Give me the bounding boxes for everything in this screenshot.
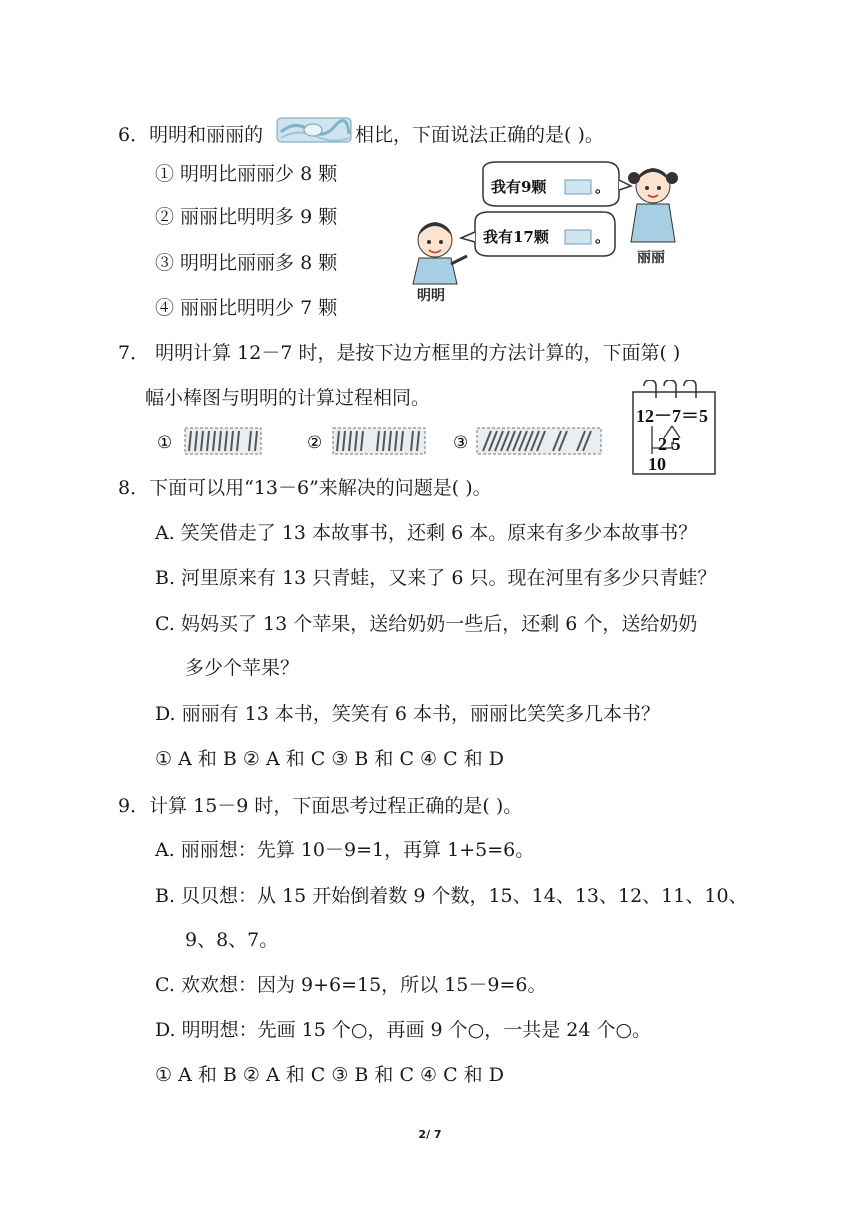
- q8-stem: 8．下面可以用“13－6”来解决的问题是( )。: [118, 477, 492, 499]
- lili-girl-icon: [628, 168, 678, 242]
- q8-option-a: A. 笑笑借走了 13 本故事书，还剩 6 本。原来有多少本故事书？: [155, 522, 698, 544]
- stick-picture-2-label: ②: [307, 433, 323, 453]
- q9-option-a: A. 丽丽想：先算 10－9=1，再算 1+5=6。: [155, 839, 535, 861]
- q9-option-d: D. 明明想：先画 15 个○，再画 9 个○，一共是 24 个○。: [155, 1019, 652, 1041]
- q8-option-c-line1: C. 妈妈买了 13 个苹果，送给奶奶一些后，还剩 6 个，送给奶奶: [155, 613, 698, 635]
- mingming-candy-icon: [565, 230, 591, 244]
- q9-option-b-line1: B. 贝贝想：从 15 开始倒着数 9 个数，15、14、13、12、11、10、: [155, 885, 748, 907]
- candy-icon: [275, 112, 353, 148]
- stick-picture-1: [157, 428, 261, 454]
- q8-option-c-line2: 多少个苹果？: [185, 657, 300, 679]
- lili-speech-text: 我有9颗: [491, 178, 547, 196]
- q6-stem-part1: 6．明明和丽丽的: [118, 124, 264, 146]
- q6-option-2: ② 丽丽比明明多 9 颗: [155, 206, 338, 228]
- mingming-name-label: 明明: [417, 288, 445, 304]
- stick-picture-1-label: ①: [157, 433, 173, 453]
- notepad-ten: 10: [648, 454, 666, 474]
- svg-text:。: 。: [595, 178, 611, 196]
- mingming-speech-text: 我有17颗: [483, 228, 549, 246]
- q6-option-4: ④ 丽丽比明明少 7 颗: [155, 297, 338, 319]
- lili-speech-bubble: [483, 162, 631, 206]
- q9-stem: 9．计算 15－9 时，下面思考过程正确的是( )。: [118, 795, 523, 817]
- stick-picture-2: [307, 428, 425, 454]
- lili-name-label: 丽丽: [637, 250, 665, 266]
- notepad-equation: 12－7＝5: [636, 406, 708, 426]
- notepad-split: 2 5: [658, 434, 681, 454]
- page-number: 2/ 7: [418, 1128, 442, 1141]
- q6-option-1: ① 明明比丽丽少 8 颗: [155, 163, 338, 185]
- q6-option-3: ③ 明明比丽丽多 8 颗: [155, 252, 338, 274]
- q7-stem-line1: 7． 明明计算 12－7 时，是按下边方框里的方法计算的，下面第( ): [118, 342, 681, 364]
- mingming-boy-icon: [413, 222, 467, 284]
- stick-picture-3: [453, 428, 601, 454]
- q8-option-d: D. 丽丽有 13 本书，笑笑有 6 本书，丽丽比笑笑多几本书？: [155, 703, 661, 725]
- lili-candy-icon: [565, 180, 591, 194]
- q9-option-b-line2: 9、8、7。: [185, 929, 279, 951]
- q6-stem-part2: 相比，下面说法正确的是( )。: [355, 124, 604, 146]
- q8-option-b: B. 河里原来有 13 只青蛙，又来了 6 只。现在河里有多少只青蛙？: [155, 567, 717, 589]
- stick-picture-3-label: ③: [453, 433, 469, 453]
- q7-stick-pictures: [155, 420, 605, 462]
- q9-choices: ① A 和 B ② A 和 C ③ B 和 C ④ C 和 D: [155, 1064, 504, 1086]
- q6-dialogue-illustration: [405, 160, 695, 305]
- svg-text:。: 。: [595, 228, 611, 246]
- q7-method-notepad: [630, 380, 718, 476]
- q8-choices: ① A 和 B ② A 和 C ③ B 和 C ④ C 和 D: [155, 748, 504, 770]
- q9-option-c: C. 欢欢想：因为 9+6=15，所以 15－9=6。: [155, 974, 547, 996]
- q7-stem-line2: 幅小棒图与明明的计算过程相同。: [145, 387, 431, 409]
- mingming-speech-bubble: [461, 212, 615, 256]
